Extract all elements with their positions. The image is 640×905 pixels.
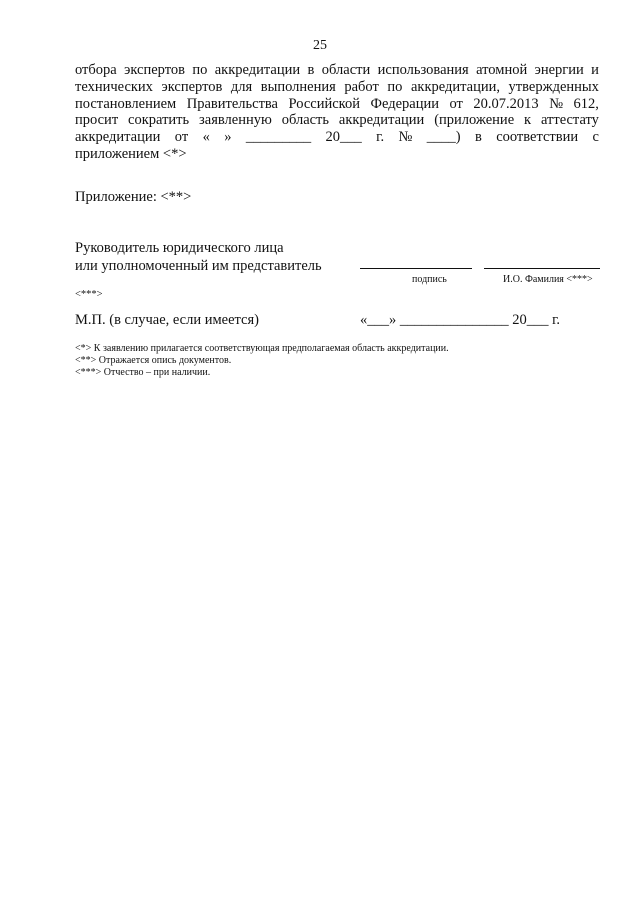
paragraph-line bbox=[75, 79, 599, 96]
footnote-marker: <***> bbox=[75, 289, 103, 300]
signatory-title-line1: Руководитель юридического лица bbox=[75, 240, 284, 256]
name-line bbox=[484, 268, 600, 269]
word: в bbox=[307, 62, 315, 78]
word: аккредитации bbox=[214, 62, 301, 78]
word: области bbox=[321, 62, 371, 78]
signatory-title-line2: или уполномоченный им представитель bbox=[75, 258, 322, 274]
word: заявленную bbox=[199, 112, 272, 129]
word: Правительства bbox=[186, 95, 278, 112]
word: область bbox=[281, 112, 330, 129]
paragraph-line bbox=[75, 112, 599, 129]
word: с bbox=[592, 129, 599, 146]
footnote: <**> Отражается опись документов. bbox=[75, 355, 232, 366]
word: № bbox=[398, 129, 413, 146]
word: _________ bbox=[245, 129, 312, 146]
word: просит bbox=[75, 112, 119, 129]
paragraph-line bbox=[75, 62, 599, 79]
signature-caption: подпись bbox=[412, 274, 447, 285]
footnote: <*> К заявлению прилагается соответствующая предполагаемая область аккредитации. bbox=[75, 343, 449, 354]
word: аккредитации bbox=[75, 129, 161, 146]
word: в bbox=[474, 129, 482, 146]
page-number: 25 bbox=[313, 38, 327, 53]
word: энергии bbox=[534, 62, 584, 78]
footnote: <***> Отчество – при наличии. bbox=[75, 367, 211, 378]
body-paragraph bbox=[75, 62, 599, 163]
word: отбора bbox=[75, 62, 117, 78]
signature-line bbox=[360, 268, 472, 269]
word: аккредитации bbox=[338, 112, 425, 129]
stamp-place: М.П. (в случае, если имеется) bbox=[75, 312, 259, 328]
paragraph-line: приложением <*> bbox=[75, 145, 187, 162]
word: « bbox=[202, 129, 210, 146]
word: » bbox=[224, 129, 232, 146]
word: использования bbox=[377, 62, 469, 78]
word: ____) bbox=[426, 129, 461, 146]
word: по bbox=[192, 62, 208, 78]
word: соответствии bbox=[496, 129, 579, 146]
name-caption: И.О. Фамилия <***> bbox=[503, 274, 593, 285]
word: технических bbox=[75, 78, 153, 95]
word: постановлением bbox=[75, 95, 177, 112]
word: к bbox=[524, 112, 532, 129]
word: экспертов bbox=[161, 78, 223, 95]
word: 20.07.2013 bbox=[473, 95, 539, 112]
word: (приложение bbox=[434, 112, 515, 129]
word: от bbox=[174, 129, 189, 146]
word: и bbox=[591, 62, 599, 78]
word: № bbox=[549, 95, 564, 112]
paragraph-line bbox=[75, 96, 599, 113]
word: работ bbox=[344, 78, 379, 95]
word: 20___ bbox=[325, 129, 362, 146]
word: аттестату bbox=[540, 112, 599, 129]
date-line: «___» _______________ 20___ г. bbox=[360, 312, 561, 328]
word: по bbox=[387, 78, 403, 95]
word: 612, bbox=[573, 95, 599, 112]
word: для bbox=[230, 78, 253, 95]
word: Российской bbox=[288, 95, 360, 112]
word: Федерации bbox=[370, 95, 439, 112]
word: утвержденных bbox=[508, 78, 599, 95]
word: атомной bbox=[476, 62, 528, 78]
paragraph-line bbox=[75, 129, 599, 146]
word: от bbox=[449, 95, 463, 112]
word: выполнения bbox=[260, 78, 336, 95]
word: сократить bbox=[128, 112, 190, 129]
word: г. bbox=[376, 129, 385, 146]
word: аккредитации, bbox=[410, 78, 500, 95]
word: экспертов bbox=[124, 62, 185, 78]
appendix-label: Приложение: <**> bbox=[75, 189, 192, 205]
